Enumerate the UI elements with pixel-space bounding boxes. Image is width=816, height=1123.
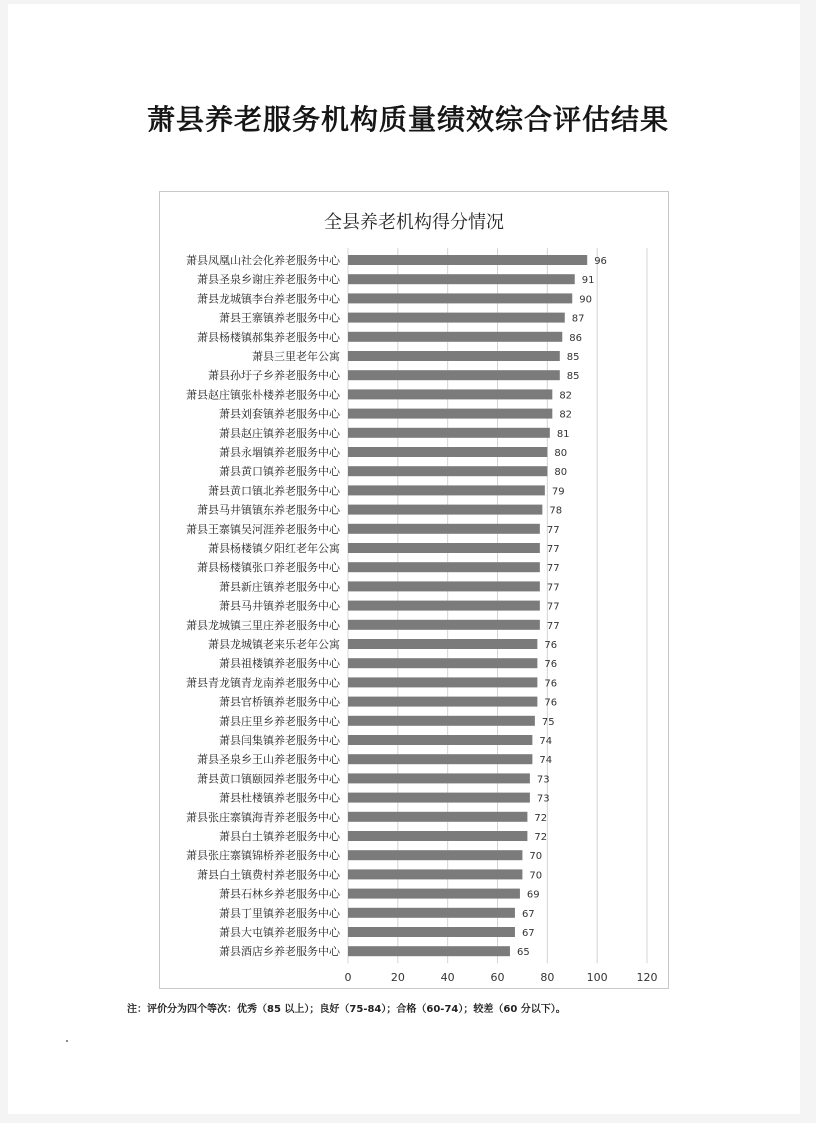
- category-label: 萧县圣泉乡王山养老服务中心: [197, 753, 340, 767]
- bar: [348, 389, 552, 399]
- value-label: 70: [529, 870, 543, 882]
- bar: [348, 409, 552, 419]
- bar: [348, 639, 537, 649]
- value-label: 87: [571, 313, 585, 325]
- value-label: 65: [516, 947, 530, 959]
- bar: [348, 697, 537, 707]
- value-label: 77: [546, 601, 560, 613]
- category-label: 萧县白土镇养老服务中心: [219, 830, 340, 843]
- value-label: 85: [566, 371, 580, 383]
- value-label: 76: [544, 678, 558, 690]
- bar: [348, 370, 560, 380]
- bar: [348, 313, 565, 323]
- category-label: 萧县王寨镇养老服务中心: [219, 311, 340, 325]
- category-label: 萧县龙城镇李台养老服务中心: [197, 292, 340, 306]
- category-label: 萧县马井镇养老服务中心: [219, 599, 340, 613]
- category-label: 萧县张庄寨镇锦桥养老服务中心: [186, 849, 340, 863]
- category-label: 萧县黄口镇北养老服务中心: [208, 484, 340, 498]
- value-label: 76: [544, 697, 558, 709]
- category-label: 萧县杜楼镇养老服务中心: [219, 791, 340, 805]
- value-label: 96: [594, 256, 607, 267]
- x-tick-label: 40: [440, 971, 455, 985]
- bar: [348, 274, 575, 284]
- category-label: 萧县新庄镇养老服务中心: [219, 580, 340, 594]
- bar: [348, 908, 515, 918]
- value-label: 91: [581, 275, 595, 287]
- category-label: 萧县凤凰山社会化养老服务中心: [186, 254, 340, 267]
- bar: [348, 812, 527, 822]
- x-tick-label: 100: [586, 971, 608, 985]
- bar: [348, 735, 532, 745]
- category-label: 萧县马井镇镇东养老服务中心: [197, 503, 340, 517]
- bar: [348, 831, 527, 841]
- category-label: 萧县黄口镇颐园养老服务中心: [197, 772, 340, 786]
- bar: [348, 428, 550, 438]
- value-label: 82: [559, 409, 573, 421]
- value-label: 73: [536, 774, 550, 786]
- rating-note: 注：评价分为四个等次：优秀（85 以上）；良好（75-84）；合格（60-74）；较差（60 分以下）。: [127, 1004, 566, 1015]
- value-label: 69: [526, 889, 540, 901]
- category-label: 萧县祖楼镇养老服务中心: [219, 657, 340, 671]
- bar: [348, 677, 537, 687]
- bar: [348, 773, 530, 783]
- x-tick-label: 120: [636, 971, 658, 985]
- x-tick-label: 0: [344, 971, 352, 985]
- x-tick-label: 60: [490, 971, 505, 985]
- category-label: 萧县王寨镇吴河涯养老服务中心: [186, 522, 340, 536]
- bar: [348, 754, 532, 764]
- value-label: 67: [521, 908, 535, 920]
- category-label: 萧县三里老年公寓: [252, 350, 340, 363]
- value-label: 78: [549, 505, 563, 517]
- category-label: 萧县大屯镇养老服务中心: [219, 926, 340, 939]
- bar: [348, 869, 522, 879]
- category-label: 萧县酒店乡养老服务中心: [219, 945, 340, 959]
- value-label: 77: [546, 544, 560, 555]
- category-label: 萧县龙城镇三里庄养老服务中心: [186, 618, 340, 632]
- bar: [348, 255, 587, 265]
- value-label: 76: [544, 640, 558, 651]
- value-label: 73: [536, 793, 550, 805]
- value-label: 77: [546, 524, 560, 536]
- bar: [348, 466, 547, 476]
- category-label: 萧县孙圩子乡养老服务中心: [208, 369, 340, 383]
- value-label: 70: [529, 851, 543, 863]
- bar: [348, 601, 540, 611]
- category-label: 萧县张庄寨镇海青养老服务中心: [186, 810, 340, 824]
- value-label: 80: [554, 448, 568, 459]
- bar: [348, 524, 540, 534]
- category-label: 萧县永堌镇养老服务中心: [219, 446, 340, 459]
- bar: [348, 658, 537, 668]
- category-label: 萧县黄口镇养老服务中心: [219, 465, 340, 479]
- bar: [348, 351, 560, 361]
- bar: [348, 447, 547, 457]
- category-label: 萧县青龙镇青龙南养老服务中心: [186, 676, 340, 690]
- bar: [348, 562, 540, 572]
- value-label: 67: [521, 928, 535, 939]
- value-label: 80: [554, 467, 568, 479]
- category-label: 萧县龙城镇老来乐老年公寓: [208, 638, 340, 651]
- category-label: 萧县赵庄镇养老服务中心: [219, 426, 340, 440]
- category-label: 萧县刘套镇养老服务中心: [219, 407, 340, 421]
- page-title: 萧县养老服务机构质量绩效综合评估结果: [146, 103, 669, 136]
- bar: [348, 850, 522, 860]
- value-label: 74: [539, 736, 553, 747]
- category-label: 萧县闫集镇养老服务中心: [219, 734, 340, 747]
- category-label: 萧县杨楼镇夕阳红老年公寓: [208, 542, 340, 555]
- x-tick-label: 20: [390, 971, 405, 985]
- x-tick-label: 80: [540, 971, 555, 985]
- bar: [348, 620, 540, 630]
- bar: [348, 332, 562, 342]
- category-label: 萧县圣泉乡谢庄养老服务中心: [197, 273, 340, 287]
- value-label: 79: [551, 486, 565, 498]
- category-label: 萧县杨楼镇郝集养老服务中心: [197, 330, 340, 344]
- category-label: 萧县赵庄镇张朴楼养老服务中心: [186, 388, 340, 402]
- category-label: 萧县杨楼镇张口养老服务中心: [197, 561, 340, 575]
- value-label: 74: [539, 755, 553, 767]
- bar: [348, 293, 572, 303]
- bar: [348, 543, 540, 553]
- scan-speck: [66, 1040, 68, 1042]
- value-label: 86: [569, 332, 583, 344]
- value-label: 77: [546, 563, 560, 575]
- bar: [348, 927, 515, 937]
- chart-frame: [159, 191, 669, 989]
- bar: [348, 485, 545, 495]
- bar: [348, 581, 540, 591]
- category-label: 萧县石林乡养老服务中心: [219, 887, 340, 901]
- chart-title: 全县养老机构得分情况: [324, 212, 504, 233]
- bar: [348, 505, 542, 515]
- value-label: 81: [556, 428, 570, 440]
- value-label: 77: [546, 620, 560, 632]
- category-label: 萧县官桥镇养老服务中心: [219, 695, 340, 709]
- value-label: 77: [546, 582, 560, 594]
- bar: [348, 793, 530, 803]
- bar: [348, 889, 520, 899]
- value-label: 82: [559, 390, 573, 402]
- bar-chart: [160, 192, 668, 988]
- category-label: 萧县丁里镇养老服务中心: [219, 906, 340, 920]
- category-label: 萧县庄里乡养老服务中心: [219, 714, 340, 728]
- bar: [348, 946, 510, 956]
- value-label: 72: [534, 832, 548, 843]
- value-label: 75: [541, 716, 555, 728]
- value-label: 90: [579, 294, 592, 306]
- category-label: 萧县白土镇费村养老服务中心: [197, 868, 340, 882]
- bar: [348, 716, 535, 726]
- value-label: 85: [566, 352, 580, 363]
- value-label: 72: [534, 812, 548, 824]
- value-label: 76: [544, 659, 558, 671]
